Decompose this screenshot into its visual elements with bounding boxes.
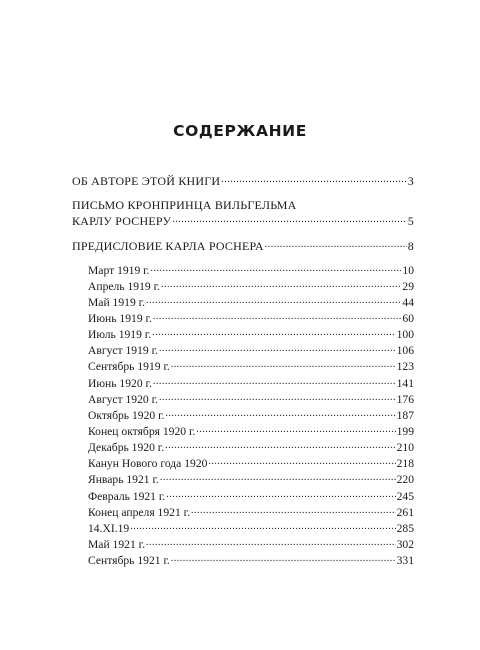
toc-sub-row: [88, 553, 414, 569]
dot-leader: [196, 423, 395, 435]
toc-sub-label: Сентябрь 1919 г.: [88, 360, 170, 374]
dot-leader: [208, 456, 395, 468]
toc-page-number: 176: [396, 392, 414, 406]
toc-page-number: 220: [396, 473, 414, 487]
toc-sub-row: [88, 391, 414, 407]
dot-leader: [171, 553, 396, 565]
toc-sub-row: [88, 423, 414, 439]
toc-sub-row: [88, 359, 414, 375]
toc-sub-row: [88, 407, 414, 423]
toc-page-number: 29: [402, 279, 414, 293]
toc-page-number: 285: [396, 521, 414, 535]
toc-sub-label: Март 1919 г.: [88, 263, 150, 277]
toc-page-number: 218: [396, 457, 414, 471]
toc-page-number: 141: [396, 376, 414, 390]
dot-leader: [159, 343, 396, 355]
toc-page-number: 106: [396, 344, 414, 358]
toc-sub-row: [88, 262, 414, 278]
toc-sub-label: Канун Нового года 1920: [88, 457, 208, 471]
toc-sub-entries: [88, 262, 414, 569]
table-of-contents: [72, 173, 414, 569]
toc-sub-label: Июль 1919 г.: [88, 328, 152, 342]
toc-page-number: 331: [396, 554, 414, 568]
toc-page-number: 60: [402, 312, 414, 326]
toc-main-entry: [72, 173, 414, 189]
toc-sub-label: Февраль 1921 г.: [88, 489, 166, 503]
toc-page-number: 5: [407, 214, 414, 228]
toc-page-number: 44: [402, 295, 414, 309]
dot-leader: [171, 359, 396, 371]
toc-page-number: 245: [396, 489, 414, 503]
toc-sub-label: Август 1920 г.: [88, 392, 158, 406]
dot-leader: [221, 173, 407, 185]
toc-page-number: 3: [407, 174, 414, 188]
toc-entry-label: ПРЕДИСЛОВИЕ КАРЛА РОСНЕРА: [72, 239, 264, 253]
toc-page-number: 100: [396, 328, 414, 342]
toc-sub-row: [88, 488, 414, 504]
toc-sub-label: Конец апреля 1921 г.: [88, 505, 190, 519]
page-title: СОДЕРЖАНИЕ: [173, 122, 307, 140]
dot-leader: [130, 520, 395, 532]
dot-leader: [165, 407, 395, 419]
dot-leader: [146, 536, 396, 548]
toc-sub-label: Июнь 1919 г.: [88, 312, 152, 326]
dot-leader: [191, 504, 396, 516]
toc-entry-label: КАРЛУ РОСНЕРУ: [72, 214, 172, 228]
toc-page-number: 302: [396, 537, 414, 551]
dot-leader: [161, 278, 401, 290]
toc-page-number: 8: [407, 239, 414, 253]
toc-main-entry: [72, 198, 414, 229]
dot-leader: [165, 440, 395, 452]
toc-sub-label: Июнь 1920 г.: [88, 376, 152, 390]
toc-sub-label: Конец октября 1920 г.: [88, 425, 196, 438]
toc-page-number: 187: [396, 408, 414, 422]
toc-entry-label: ПИСЬМО КРОНПРИНЦА ВИЛЬГЕЛЬМА: [72, 198, 297, 212]
dot-leader: [152, 327, 395, 339]
dot-leader: [151, 262, 402, 274]
toc-sub-row: [88, 440, 414, 456]
toc-sub-row: [88, 472, 414, 488]
toc-page-number: 210: [396, 441, 414, 455]
toc-sub-label: Апрель 1919 г.: [88, 279, 160, 293]
toc-sub-label: Январь 1921 г.: [88, 473, 159, 487]
toc-sub-row: [88, 520, 414, 536]
toc-main-entry: [72, 238, 414, 254]
dot-leader: [160, 472, 396, 484]
toc-page-number: 10: [402, 263, 414, 277]
toc-sub-row: [88, 343, 414, 359]
toc-sub-row: [88, 294, 414, 310]
dot-leader: [153, 375, 396, 387]
toc-page-number: 199: [396, 425, 414, 438]
toc-sub-row: [88, 456, 414, 472]
toc-sub-label: Декабрь 1920 г.: [88, 441, 165, 455]
toc-page-number: 123: [396, 360, 414, 374]
toc-sub-row: [88, 327, 414, 343]
toc-sub-label: 14.XI.19: [88, 521, 130, 535]
toc-sub-label: Август 1919 г.: [88, 344, 158, 358]
toc-sub-label: Сентябрь 1921 г.: [88, 554, 170, 568]
toc-sub-label: Май 1921 г.: [88, 537, 145, 551]
toc-row: [72, 238, 414, 254]
toc-row: [72, 213, 414, 229]
toc-sub-row: [88, 536, 414, 552]
dot-leader: [172, 213, 407, 225]
toc-sub-row: [88, 310, 414, 326]
dot-leader: [166, 488, 395, 500]
toc-sub-label: Октябрь 1920 г.: [88, 408, 165, 422]
dot-leader: [153, 310, 402, 322]
dot-leader: [146, 294, 401, 306]
dot-leader: [265, 238, 407, 250]
toc-sub-label: Май 1919 г.: [88, 295, 145, 309]
toc-sub-row: [88, 375, 414, 391]
toc-sub-row: [88, 504, 414, 520]
toc-sub-row: [88, 278, 414, 294]
dot-leader: [159, 391, 396, 403]
toc-entry-label: ОБ АВТОРЕ ЭТОЙ КНИГИ: [72, 174, 221, 188]
toc-page-number: 261: [396, 505, 414, 519]
toc-row: [72, 173, 414, 189]
